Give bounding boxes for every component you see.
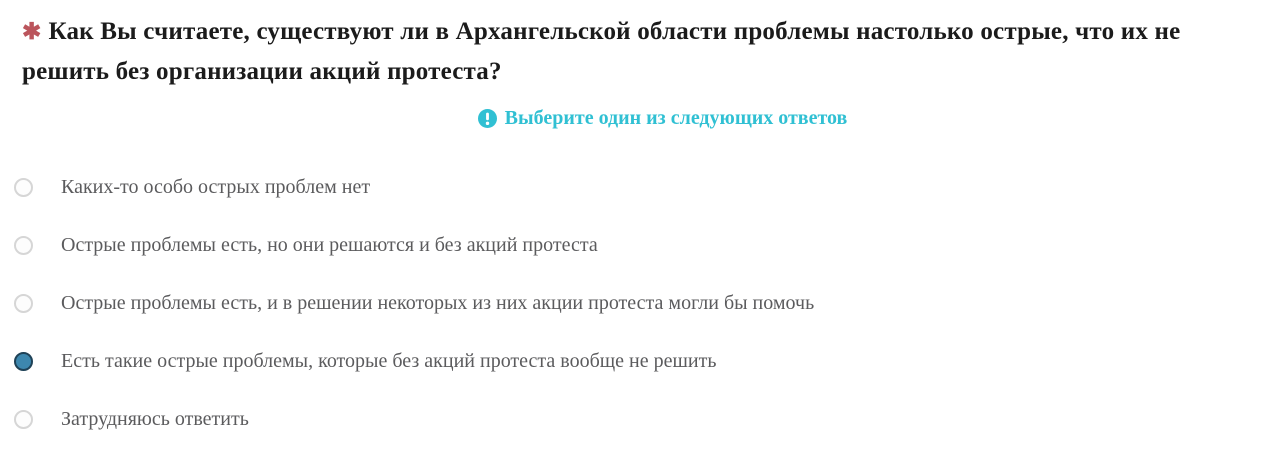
radio-button[interactable]: [14, 410, 33, 429]
exclamation-circle-icon: [478, 109, 497, 128]
answer-option-2[interactable]: [14, 234, 1280, 256]
radio-button[interactable]: [14, 178, 33, 197]
option-label[interactable]: Острые проблемы есть, и в решении некоторых из них акции протеста могли бы помочь: [61, 292, 815, 314]
answer-options-list: [0, 176, 1280, 430]
question-text: Как Вы считаете, существуют ли в Архангельской области проблемы настолько острые, что их не решить без организации акций протеста?: [22, 18, 1181, 85]
answer-option-1[interactable]: [14, 176, 1280, 198]
option-label[interactable]: Каких-то особо острых проблем нет: [61, 176, 371, 198]
option-label[interactable]: Затрудняюсь ответить: [61, 408, 249, 430]
radio-button[interactable]: [14, 236, 33, 255]
answer-hint: [0, 107, 1280, 130]
hint-text: Выберите один из следующих ответов: [504, 107, 848, 129]
answer-option-4[interactable]: [14, 350, 1280, 372]
answer-option-3[interactable]: [14, 292, 1280, 314]
option-label[interactable]: Острые проблемы есть, но они решаются и без акций протеста: [61, 234, 598, 256]
option-label[interactable]: Есть такие острые проблемы, которые без акций протеста вообще не решить: [61, 350, 717, 372]
question-title: [0, 0, 1280, 91]
answer-option-5[interactable]: [14, 408, 1280, 430]
required-asterisk-icon: ✱: [22, 19, 42, 44]
radio-button[interactable]: [14, 352, 33, 371]
radio-button[interactable]: [14, 294, 33, 313]
